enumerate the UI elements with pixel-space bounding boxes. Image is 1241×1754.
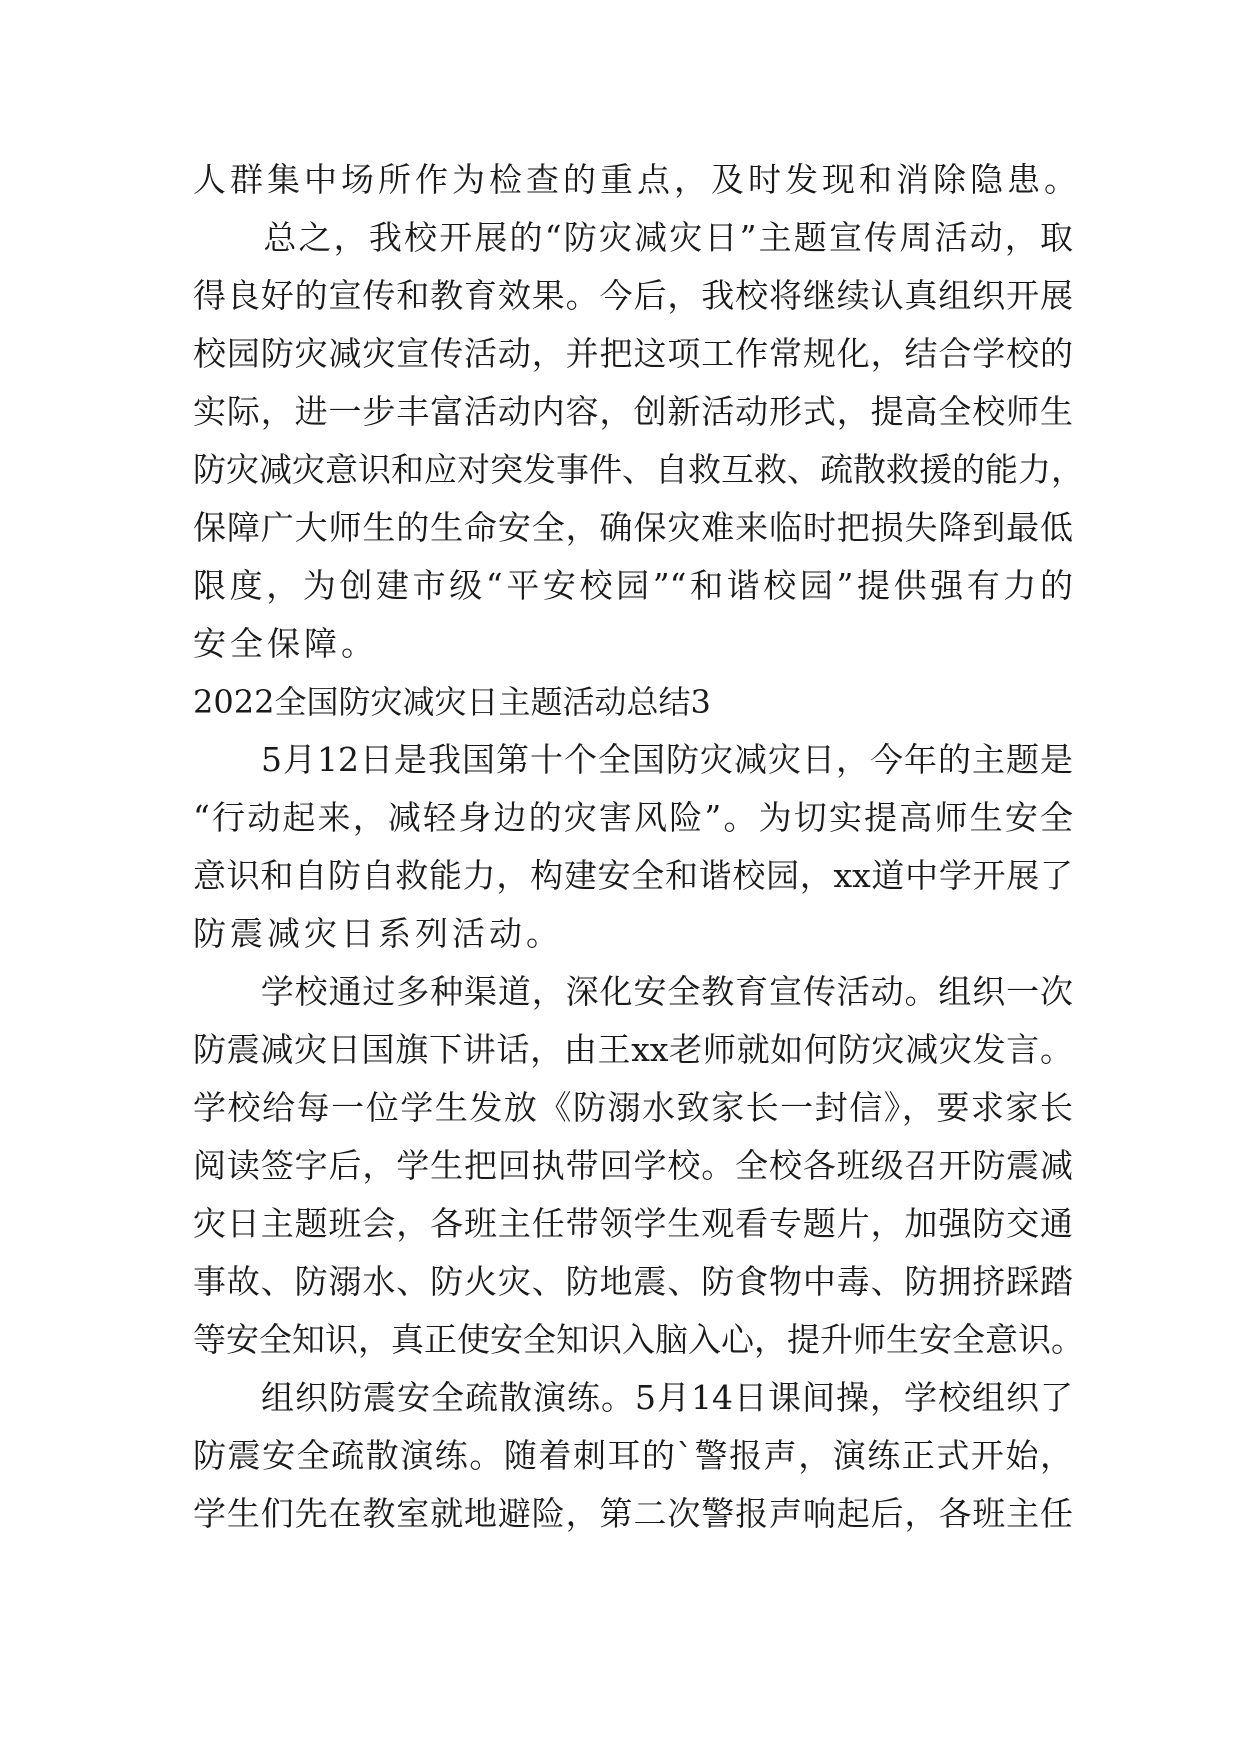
text-line: 灾日主题班会，各班主任带领学生观看专题片，加强防交通 (193, 1204, 1073, 1243)
text-line: “行动起来，减轻身边的灾害风险”。为切实提高师生安全 (193, 798, 1073, 837)
text-line: 防震减灾日国旗下讲话，由王xx老师就如何防灾减灾发言。 (193, 1030, 1073, 1069)
text-line: 校园防灾减灾宣传活动，并把这项工作常规化，结合学校的 (193, 334, 1073, 373)
text-line: 等安全知识，真正使安全知识入脑入心，提升师生安全意识。 (193, 1320, 1084, 1359)
text-line: 意识和自防自救能力，构建安全和谐校园，xx道中学开展了 (193, 856, 1073, 895)
text-line: 组织防震安全疏散演练。5月14日课间操，学校组织了 (193, 1378, 1073, 1417)
text-line: 防震安全疏散演练。随着刺耳的`警报声，演练正式开始， (193, 1436, 1073, 1475)
text-line: 阅读签字后，学生把回执带回学校。全校各班级召开防震减 (193, 1146, 1073, 1185)
text-line: 防灾减灾意识和应对突发事件、自救互救、疏散救援的能力， (193, 450, 1084, 489)
text-line: 防震减灾日系列活动。 (193, 914, 563, 953)
text-line: 学生们先在教室就地避险，第二次警报声响起后，各班主任 (193, 1494, 1073, 1533)
text-line: 学校通过多种渠道，深化安全教育宣传活动。组织一次 (193, 972, 1073, 1011)
text-line: 限度，为创建市级“平安校园”“和谐校园”提供强有力的 (193, 566, 1073, 605)
text-line: 事故、防溺水、防火灾、防地震、防食物中毒、防拥挤踩踏 (193, 1262, 1073, 1301)
text-line: 保障广大师生的生命安全，确保灾难来临时把损失降到最低 (193, 508, 1073, 547)
section-heading: 2022全国防灾减灾日主题活动总结3 (193, 683, 711, 721)
text-line: 5月12日是我国第十个全国防灾减灾日，今年的主题是 (193, 740, 1073, 779)
text-line: 实际，进一步丰富活动内容，创新活动形式，提高全校师生 (193, 392, 1073, 431)
text-line: 得良好的宣传和教育效果。今后，我校将继续认真组织开展 (193, 276, 1073, 315)
text-line: 总之，我校开展的“防灾减灾日”主题宣传周活动，取 (193, 218, 1073, 257)
text-line: 人群集中场所作为检查的重点，及时发现和消除隐患。 (193, 160, 1081, 199)
text-line: 安全保障。 (193, 624, 378, 663)
text-line: 学校给每一位学生发放《防溺水致家长一封信》，要求家长 (193, 1088, 1073, 1127)
